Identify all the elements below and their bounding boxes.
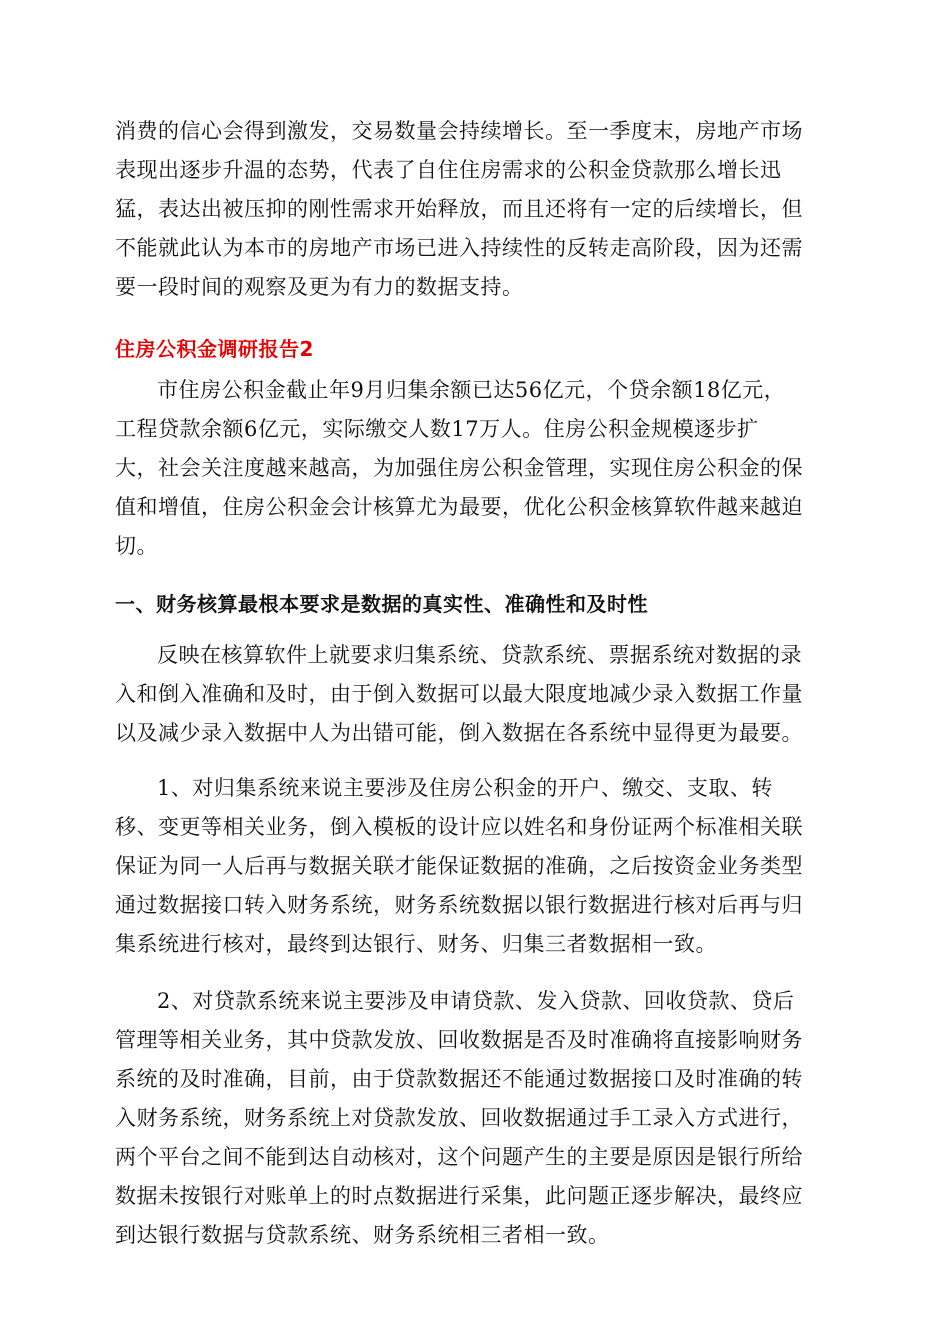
paragraph-line: 2、对贷款系统来说主要涉及申请贷款、发入贷款、回收贷款、贷后 [157,989,795,1013]
paragraph-line: 1、对归集系统来说主要涉及住房公积金的开户、缴交、支取、转 [157,776,773,800]
item2-paragraph [115,982,835,1255]
paragraph-line: 两个平台之间不能到达自动核对，这个问题产生的主要是原因是银行所给 [115,1145,803,1169]
document-page [115,112,835,1255]
paragraph-line: 消费的信心会得到激发，交易数量会持续增长。至一季度末，房地产市场 [115,119,803,143]
paragraph-line: 集系统进行核对，最终到达银行、财务、归集三者数据相一致。 [115,932,717,956]
paragraph-line: 管理等相关业务，其中贷款发放、回收数据是否及时准确将直接影响财务 [115,1028,803,1052]
paragraph-line: 值和增值，住房公积金会计核算尤为最要，优化公积金核算软件越来越迫 [115,495,803,519]
paragraph-line: 入财务系统，财务系统上对贷款发放、回收数据通过手工录入方式进行， [115,1106,803,1130]
item1-paragraph [115,769,835,964]
paragraph-line: 反映在核算软件上就要求归集系统、贷款系统、票据系统对数据的录 [157,643,802,667]
paragraph-line: 保证为同一人后再与数据关联才能保证数据的准确，之后按资金业务类型 [115,854,803,878]
report-paragraph [115,371,835,566]
paragraph-line: 工程贷款余额6亿元，实际缴交人数17万人。住房公积金规模逐步扩 [115,417,759,441]
paragraph-line: 移、变更等相关业务，倒入模板的设计应以姓名和身份证两个标准相关联 [115,815,803,839]
report-title: 住房公积金调研报告2 [115,337,314,361]
section1-paragraph [115,636,835,753]
paragraph-line: 系统的及时准确，目前，由于贷款数据还不能通过数据接口及时准确的转 [115,1067,803,1091]
paragraph-line: 到达银行数据与贷款系统、财务系统相三者相一致。 [115,1223,610,1247]
paragraph-line: 数据未按银行对账单上的时点数据进行采集，此问题正逐步解决，最终应 [115,1184,803,1208]
paragraph-line: 入和倒入准确和及时，由于倒入数据可以最大限度地减少录入数据工作量 [115,682,803,706]
intro-paragraph [115,112,835,307]
paragraph-line: 市住房公积金截止年9月归集余额已达56亿元，个贷余额18亿元， [157,378,786,402]
paragraph-line: 猛，表达出被压抑的刚性需求开始释放，而且还将有一定的后续增长，但 [115,197,803,221]
paragraph-line: 表现出逐步升温的态势，代表了自住住房需求的公积金贷款那么增长迅 [115,158,782,182]
paragraph-line: 通过数据接口转入财务系统，财务系统数据以银行数据进行核对后再与归 [115,893,803,917]
paragraph-line: 大，社会关注度越来越高，为加强住房公积金管理，实现住房公积金的保 [115,456,803,480]
paragraph-line: 以及减少录入数据中人为出错可能，倒入数据在各系统中显得更为最要。 [115,721,803,745]
section-heading: 一、财务核算最根本要求是数据的真实性、准确性和及时性 [115,592,648,616]
paragraph-line: 不能就此认为本市的房地产市场已进入持续性的反转走高阶段，因为还需 [115,236,803,260]
paragraph-line: 切。 [115,534,158,558]
paragraph-line: 要一段时间的观察及更为有力的数据支持。 [115,275,524,299]
